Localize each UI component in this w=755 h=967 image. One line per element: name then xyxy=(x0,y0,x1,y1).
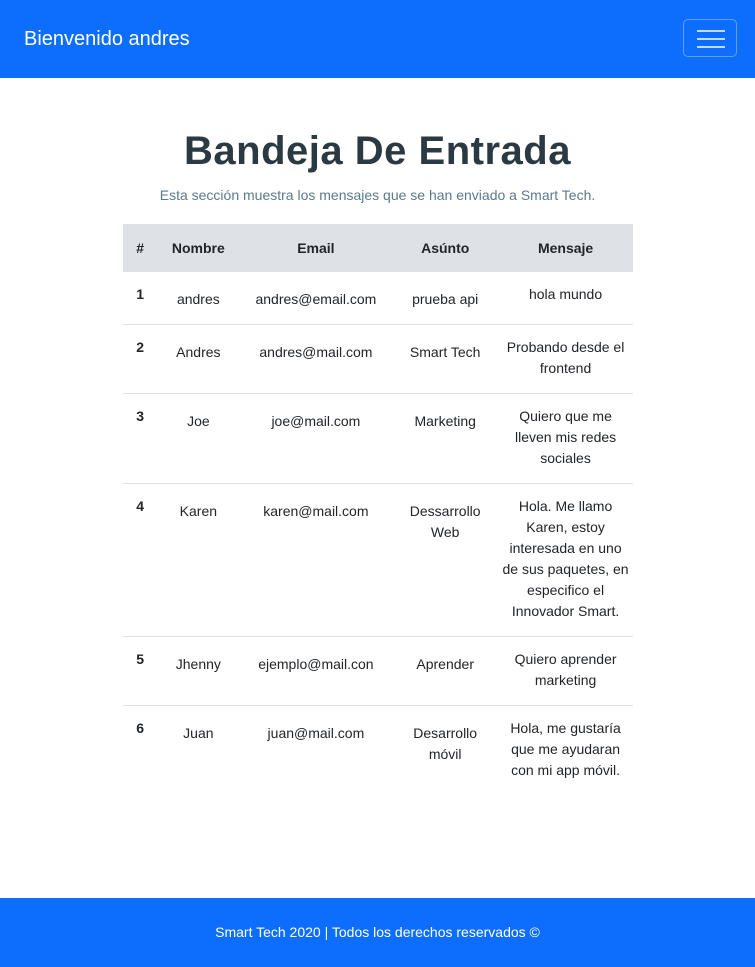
cell-mensaje: Quiero aprender marketing xyxy=(498,637,633,706)
cell-asunto: Smart Tech xyxy=(392,325,498,394)
cell-id: 4 xyxy=(123,484,157,637)
cell-id: 1 xyxy=(123,272,157,325)
cell-email: karen@mail.com xyxy=(240,484,393,637)
cell-email: andres@email.com xyxy=(240,272,393,325)
cell-mensaje: Probando desde el frontend xyxy=(498,325,633,394)
cell-nombre: Jhenny xyxy=(157,637,239,706)
cell-id: 2 xyxy=(123,325,157,394)
table-row xyxy=(123,706,633,796)
cell-mensaje: Quiero que me lleven mis redes sociales xyxy=(498,394,633,484)
cell-nombre: andres xyxy=(157,272,239,325)
navbar-toggler-button[interactable] xyxy=(683,19,737,57)
table-row xyxy=(123,637,633,706)
column-header-nombre: Nombre xyxy=(171,239,225,256)
cell-email: juan@mail.com xyxy=(240,706,393,796)
navbar-brand[interactable]: Bienvenido andres xyxy=(24,28,190,50)
page-title: Bandeja De Entrada xyxy=(184,129,571,173)
footer xyxy=(0,898,755,967)
cell-id: 6 xyxy=(123,706,157,796)
cell-email: joe@mail.com xyxy=(240,394,393,484)
column-header-id: # xyxy=(136,239,144,256)
page-subtitle: Esta sección muestra los mensajes que se han enviado a Smart Tech. xyxy=(159,187,596,203)
cell-email: andres@mail.com xyxy=(240,325,393,394)
hamburger-menu-icon xyxy=(697,28,725,50)
footer-text: Smart Tech 2020 | Todos los derechos reservados © xyxy=(215,924,540,940)
cell-asunto: Marketing xyxy=(392,394,498,484)
cell-asunto: Desarrollo móvil xyxy=(392,706,498,796)
cell-nombre: Andres xyxy=(157,325,239,394)
table-row xyxy=(123,484,633,637)
table-row xyxy=(123,325,633,394)
cell-nombre: Juan xyxy=(157,706,239,796)
cell-id: 5 xyxy=(123,637,157,706)
column-header-mensaje: Mensaje xyxy=(537,239,594,256)
cell-id: 3 xyxy=(123,394,157,484)
cell-mensaje: hola mundo xyxy=(498,272,633,325)
column-header-email: Email xyxy=(297,239,335,256)
cell-nombre: Karen xyxy=(157,484,239,637)
messages-table xyxy=(123,224,633,795)
cell-mensaje: Hola. Me llamo Karen, estoy interesada en uno de sus paquetes, en especifico el Innovador Smart. xyxy=(498,484,633,637)
column-header-asunto: Asúnto xyxy=(421,239,470,256)
cell-nombre: Joe xyxy=(157,394,239,484)
table-row xyxy=(123,272,633,325)
table-row xyxy=(123,394,633,484)
navbar xyxy=(0,0,755,78)
cell-mensaje: Hola, me gustaría que me ayudaran con mi app móvil. xyxy=(498,706,633,796)
cell-asunto: Dessarrollo Web xyxy=(392,484,498,637)
cell-asunto: prueba api xyxy=(392,272,498,325)
cell-asunto: Aprender xyxy=(392,637,498,706)
cell-email: ejemplo@mail.con xyxy=(240,637,393,706)
table-header-row xyxy=(123,224,633,272)
